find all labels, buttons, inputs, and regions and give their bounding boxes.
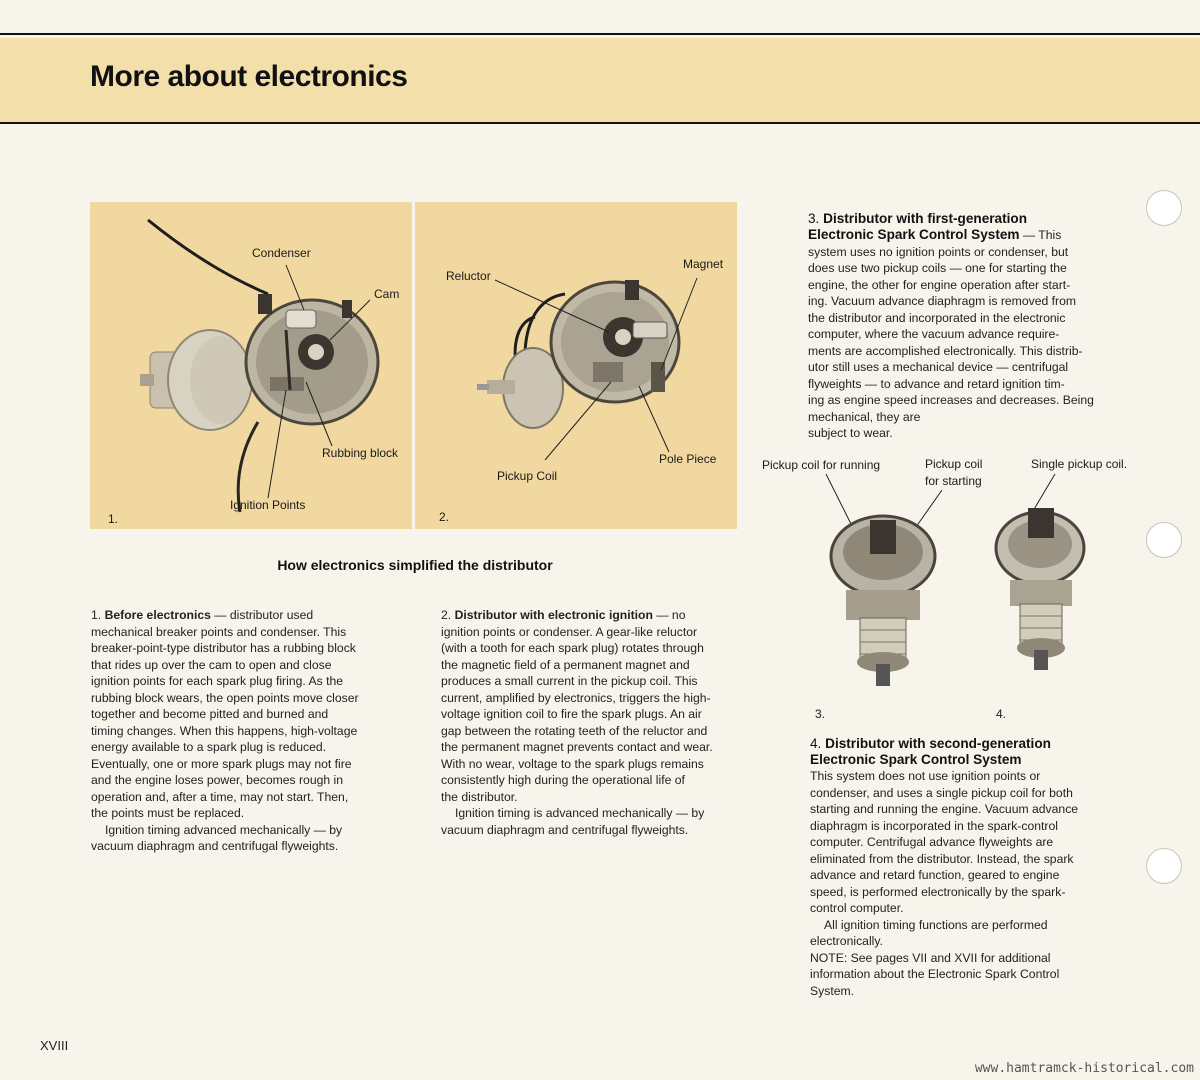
section-2-line: (with a tooth for each spark plug) rotates through <box>441 641 704 655</box>
section-2-p2-line: Ignition timing is advanced mechanically — by <box>455 806 705 820</box>
section-4-note-line: NOTE: See pages VII and XVII for additional <box>810 950 1051 965</box>
label-rubbing-block: Rubbing block <box>322 446 399 460</box>
section-3-text <box>808 211 1128 442</box>
section-3-heading-2: Electronic Spark Control System <box>808 227 1020 242</box>
section-2-line: voltage ignition coil to fire the spark plugs. An air <box>441 707 702 721</box>
section-1-line: together and become pitted and burned and <box>91 707 329 721</box>
label-pickup-coil-running: Pickup coil for running <box>762 458 881 472</box>
section-1-text <box>91 607 411 855</box>
label-reluctor: Reluctor <box>446 269 491 283</box>
label-condenser: Condenser <box>252 246 311 260</box>
section-2-heading: Distributor with electronic ignition <box>454 608 653 622</box>
section-2-line: the permanent magnet prevents contact and wear. <box>441 740 713 754</box>
top-rule <box>0 33 1200 35</box>
section-2-line: the distributor. <box>441 789 518 804</box>
section-3-line: utor still uses a mechanical device — centrifugal <box>808 360 1069 374</box>
label-pickup-coil-starting-2: for starting <box>925 474 982 488</box>
figure-3-number: 3. <box>815 707 826 721</box>
section-4-number: 4. <box>810 736 822 751</box>
section-1-line: timing changes. When this happens, high-voltage <box>91 723 358 738</box>
section-2-line-0 <box>441 607 761 624</box>
section-1-line: operation and, after a time, may not start. Then, <box>91 789 349 804</box>
section-2-line: ignition points or condenser. A gear-like reluctor <box>441 624 698 639</box>
punch-hole-middle <box>1146 522 1182 558</box>
section-4-p2-line: electronically. <box>810 934 883 948</box>
section-1-dash: — <box>210 608 230 622</box>
section-1-line: energy available to a spark plug is reduced. <box>91 740 327 754</box>
section-3-line: system uses no ignition points or condenser, but <box>808 244 1069 259</box>
page-number: XVIII <box>40 1038 69 1053</box>
label-ignition-points: Ignition Points <box>230 498 306 512</box>
label-magnet: Magnet <box>683 257 724 271</box>
figure-2-number: 2. <box>439 510 450 524</box>
section-2-line: current, amplified by electronics, triggers the high- <box>441 690 711 705</box>
section-1-line: breaker-point-type distributor has a rubbing block <box>91 641 356 655</box>
figure-4-number: 4. <box>996 707 1007 721</box>
section-3-line: computer, where the vacuum advance require- <box>808 327 1060 341</box>
section-4-heading-1: Distributor with second-generation <box>825 736 1051 751</box>
section-1-line: that rides up over the cam to open and close <box>91 657 332 672</box>
label-cam: Cam <box>374 287 400 301</box>
section-4-line: control computer. <box>810 901 904 915</box>
punch-hole-bottom <box>1146 848 1182 884</box>
section-4-note-line: System. <box>810 983 855 998</box>
section-4-p2-line: All ignition timing functions are performed <box>824 917 1048 932</box>
section-4-line: eliminated from the distributor. Instead, the spark <box>810 851 1074 866</box>
section-4-line: diaphragm is incorporated in the spark-control <box>810 818 1058 833</box>
section-4-text <box>810 736 1130 999</box>
section-3-heading-line-2 <box>808 227 1128 244</box>
section-3-heading-line-1 <box>808 211 1128 227</box>
section-3-line: the distributor and incorporated in the electronic <box>808 310 1066 325</box>
section-2-number: 2. <box>441 608 452 622</box>
section-1-line: the points must be replaced. <box>91 806 245 820</box>
section-1-heading: Before electronics <box>104 608 211 622</box>
section-4-line: starting and running the engine. Vacuum advance <box>810 802 1079 816</box>
section-1-number: 1. <box>91 608 102 622</box>
section-2-line: gap between the rotating teeth of the reluctor and <box>441 723 708 738</box>
figure-2-photo <box>415 202 737 529</box>
label-single-pickup-coil: Single pickup coil. <box>1031 457 1128 471</box>
section-4-line: This system does not use ignition points or <box>810 769 1041 783</box>
section-3-heading-1: Distributor with first-generation <box>823 211 1028 226</box>
section-3-line: engine, the other for engine operation after start- <box>808 277 1071 292</box>
section-2-lead: no <box>671 608 686 622</box>
watermark: www.hamtramck-historical.com <box>974 1061 1194 1076</box>
section-3-number: 3. <box>808 211 820 226</box>
section-4-line: condenser, and uses a single pickup coil for both <box>810 785 1073 800</box>
section-2-dash: — <box>652 608 672 622</box>
section-3-line: flyweights — to advance and retard ignition tim- <box>808 376 1065 391</box>
section-2-line: produces a small current in the pickup coil. This <box>441 674 698 688</box>
section-3-line: ing. Vacuum advance diaphragm is removed from <box>808 294 1077 308</box>
section-3-line: mechanical, they are <box>808 409 921 424</box>
section-4-heading-2: Electronic Spark Control System <box>810 752 1022 767</box>
section-1-line: Eventually, one or more spark plugs may not fire <box>91 756 352 771</box>
punch-hole-top <box>1146 190 1182 226</box>
page-title: More about electronics <box>90 60 408 93</box>
section-1-line: rubbing block wears, the open points move closer <box>91 690 359 705</box>
section-4-heading-line-1 <box>810 736 1130 752</box>
section-2-p2-line: vacuum diaphragm and centrifugal flyweights. <box>441 822 689 837</box>
section-4-line: speed, is performed electronically by the spark- <box>810 884 1066 899</box>
section-1-line: and the engine loses power, becomes rough in <box>91 773 344 787</box>
section-1-line-0 <box>91 607 411 624</box>
section-4-note-line: information about the Electronic Spark Control <box>810 967 1060 981</box>
label-pole-piece: Pole Piece <box>659 452 717 466</box>
section-3-line: subject to wear. <box>808 426 893 440</box>
distributor-breaker-point-illustration <box>90 202 412 529</box>
section-4-line: advance and retard function, geared to engine <box>810 868 1060 882</box>
section-1-lead: distributor used <box>229 608 314 622</box>
section-1-p2-line: Ignition timing advanced mechanically — by <box>105 822 343 837</box>
section-1-line: ignition points for each spark plug firing. As the <box>91 674 344 688</box>
section-2-line: consistently high during the operational life of <box>441 773 685 787</box>
section-3-line: ing as engine speed increases and decreases. Being <box>808 393 1094 407</box>
section-2-text <box>441 607 761 838</box>
label-pickup-coil-starting-1: Pickup coil <box>925 457 983 471</box>
section-3-lead: This <box>1038 228 1062 242</box>
section-4-line: computer. Centrifugal advance flyweights are <box>810 835 1054 849</box>
figure-1-photo <box>90 202 412 529</box>
figure-caption: How electronics simplified the distributor <box>277 557 553 573</box>
section-3-dash: — <box>1019 228 1039 242</box>
header-bottom-rule <box>0 122 1200 124</box>
figure-1-number: 1. <box>108 512 119 526</box>
label-pickup-coil: Pickup Coil <box>497 469 558 483</box>
section-1-line: mechanical breaker points and condenser. This <box>91 624 347 639</box>
distributor-electronic-ignition-illustration <box>415 202 737 529</box>
section-3-line: does use two pickup coils — one for starting the <box>808 261 1067 275</box>
section-2-line: With no wear, voltage to the spark plugs remains <box>441 756 704 771</box>
section-1-p2-line: vacuum diaphragm and centrifugal flyweights. <box>91 839 339 853</box>
section-3-line: ments are accomplished electronically. This distrib- <box>808 343 1083 358</box>
section-2-line: the magnetic field of a permanent magnet and <box>441 657 690 672</box>
